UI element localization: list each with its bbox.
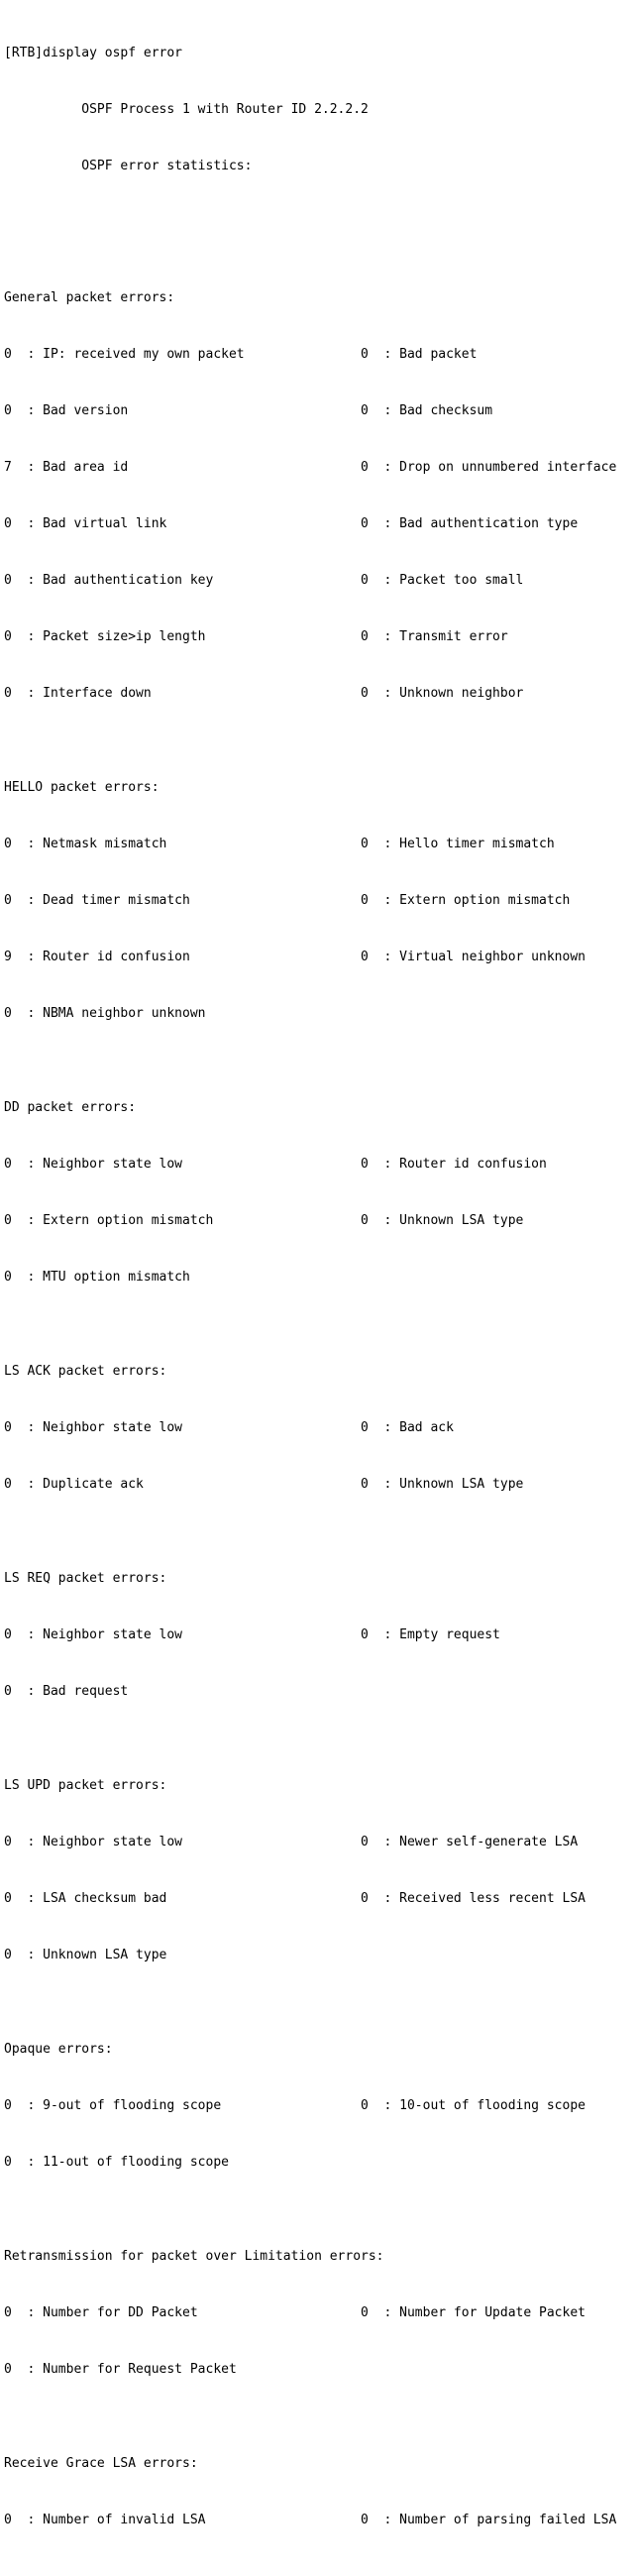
stat-left: 0 : MTU option mismatch [4,1270,190,1285]
stat-row [4,1268,636,1287]
stat-row [4,1004,636,1023]
stat-row [4,1833,636,1851]
stat-left: 0 : Bad authentication key [4,573,214,588]
stat-right: 0 : Unknown LSA type [361,1213,524,1228]
stat-left: 9 : Router id confusion [4,950,190,964]
section-title: Receive Grace LSA errors: [4,2456,198,2471]
stat-row [4,1889,636,1908]
stat-row [4,891,636,910]
stat-left: 0 : Neighbor state low [4,1157,183,1172]
stat-left: 0 : 9-out of flooding scope [4,2098,222,2113]
stat-left: 0 : Number for DD Packet [4,2305,198,2320]
stat-row [4,2511,636,2527]
stat-right: 0 : Unknown neighbor [361,686,524,701]
stat-row [4,835,636,853]
stat-right: 0 : Bad ack [361,1420,454,1435]
stat-row [4,948,636,966]
stat-right: 0 : Transmit error [361,629,508,644]
stat-right: 0 : Bad packet [361,347,478,362]
stat-right: 0 : Unknown LSA type [361,1477,524,1492]
stat-row [4,2303,636,2322]
stat-left: 0 : Number for Request Packet [4,2362,237,2377]
stat-left: 0 : 11-out of flooding scope [4,2155,229,2170]
stat-row [4,1475,636,1494]
stat-left: 0 : IP: received my own packet [4,347,245,362]
stat-row [4,1418,636,1437]
stat-left: 0 : Extern option mismatch [4,1213,214,1228]
stat-left: 7 : Bad area id [4,460,129,475]
stat-right: 0 : Bad checksum [361,403,493,418]
stat-right: 0 : Router id confusion [361,1157,547,1172]
stat-left: 0 : Bad request [4,1684,129,1699]
section-title: General packet errors: [4,290,175,305]
stat-left: 0 : Neighbor state low [4,1627,183,1642]
stat-left: 0 : Unknown LSA type [4,1948,167,1962]
stat-row [4,401,636,420]
stat-row [4,1946,636,1964]
ospf-statistics-header: OSPF error statistics: [4,159,253,173]
stat-left: 0 : Packet size>ip length [4,629,206,644]
stat-left: 0 : Duplicate ack [4,1477,144,1492]
stat-right: 0 : Packet too small [361,573,524,588]
stat-right: 0 : Received less recent LSA [361,1891,586,1906]
error-sections [4,232,636,2557]
stat-left: 0 : Interface down [4,686,152,701]
stat-left: 0 : LSA checksum bad [4,1891,167,1906]
stat-right: 0 : Number for Update Packet [361,2305,586,2320]
section-title: LS ACK packet errors: [4,1364,167,1379]
stat-row [4,1211,636,1230]
stat-left: 0 : Bad version [4,403,129,418]
command-prompt-line: [RTB]display ospf error [4,46,183,60]
section-title: LS UPD packet errors: [4,1778,167,1793]
stat-row [4,1625,636,1644]
stat-right: 0 : Extern option mismatch [361,893,571,908]
stat-left: 0 : Number of invalid LSA [4,2513,206,2527]
stat-row [4,627,636,646]
stat-row [4,684,636,703]
stat-right: 0 : Hello timer mismatch [361,837,555,851]
stat-right: 0 : Bad authentication type [361,516,579,531]
stat-left: 0 : Neighbor state low [4,1420,183,1435]
stat-left: 0 : Bad virtual link [4,516,167,531]
stat-right: 0 : Number of parsing failed LSA [361,2513,617,2527]
stat-right: 0 : Virtual neighbor unknown [361,950,586,964]
stat-row [4,1682,636,1701]
section-title: DD packet errors: [4,1100,137,1115]
stat-left: 0 : Neighbor state low [4,1835,183,1849]
stat-row [4,2153,636,2172]
stat-left: 0 : NBMA neighbor unknown [4,1006,206,1021]
stat-left: 0 : Netmask mismatch [4,837,167,851]
stat-left: 0 : Dead timer mismatch [4,893,190,908]
stat-row [4,458,636,477]
section-title: LS REQ packet errors: [4,1571,167,1586]
stat-row [4,514,636,533]
stat-row [4,571,636,590]
stat-right: 0 : Empty request [361,1627,500,1642]
ospf-process-header: OSPF Process 1 with Router ID 2.2.2.2 [4,102,369,117]
section-title: Opaque errors: [4,2042,113,2057]
stat-row [4,345,636,364]
stat-right: 0 : Drop on unnumbered interface [361,460,617,475]
stat-right: 0 : 10-out of flooding scope [361,2098,586,2113]
stat-row [4,2096,636,2115]
stat-row [4,2360,636,2379]
section-title: Retransmission for packet over Limitation errors: [4,2249,384,2264]
section-title: HELLO packet errors: [4,780,160,795]
stat-right: 0 : Newer self-generate LSA [361,1835,579,1849]
stat-row [4,1155,636,1174]
